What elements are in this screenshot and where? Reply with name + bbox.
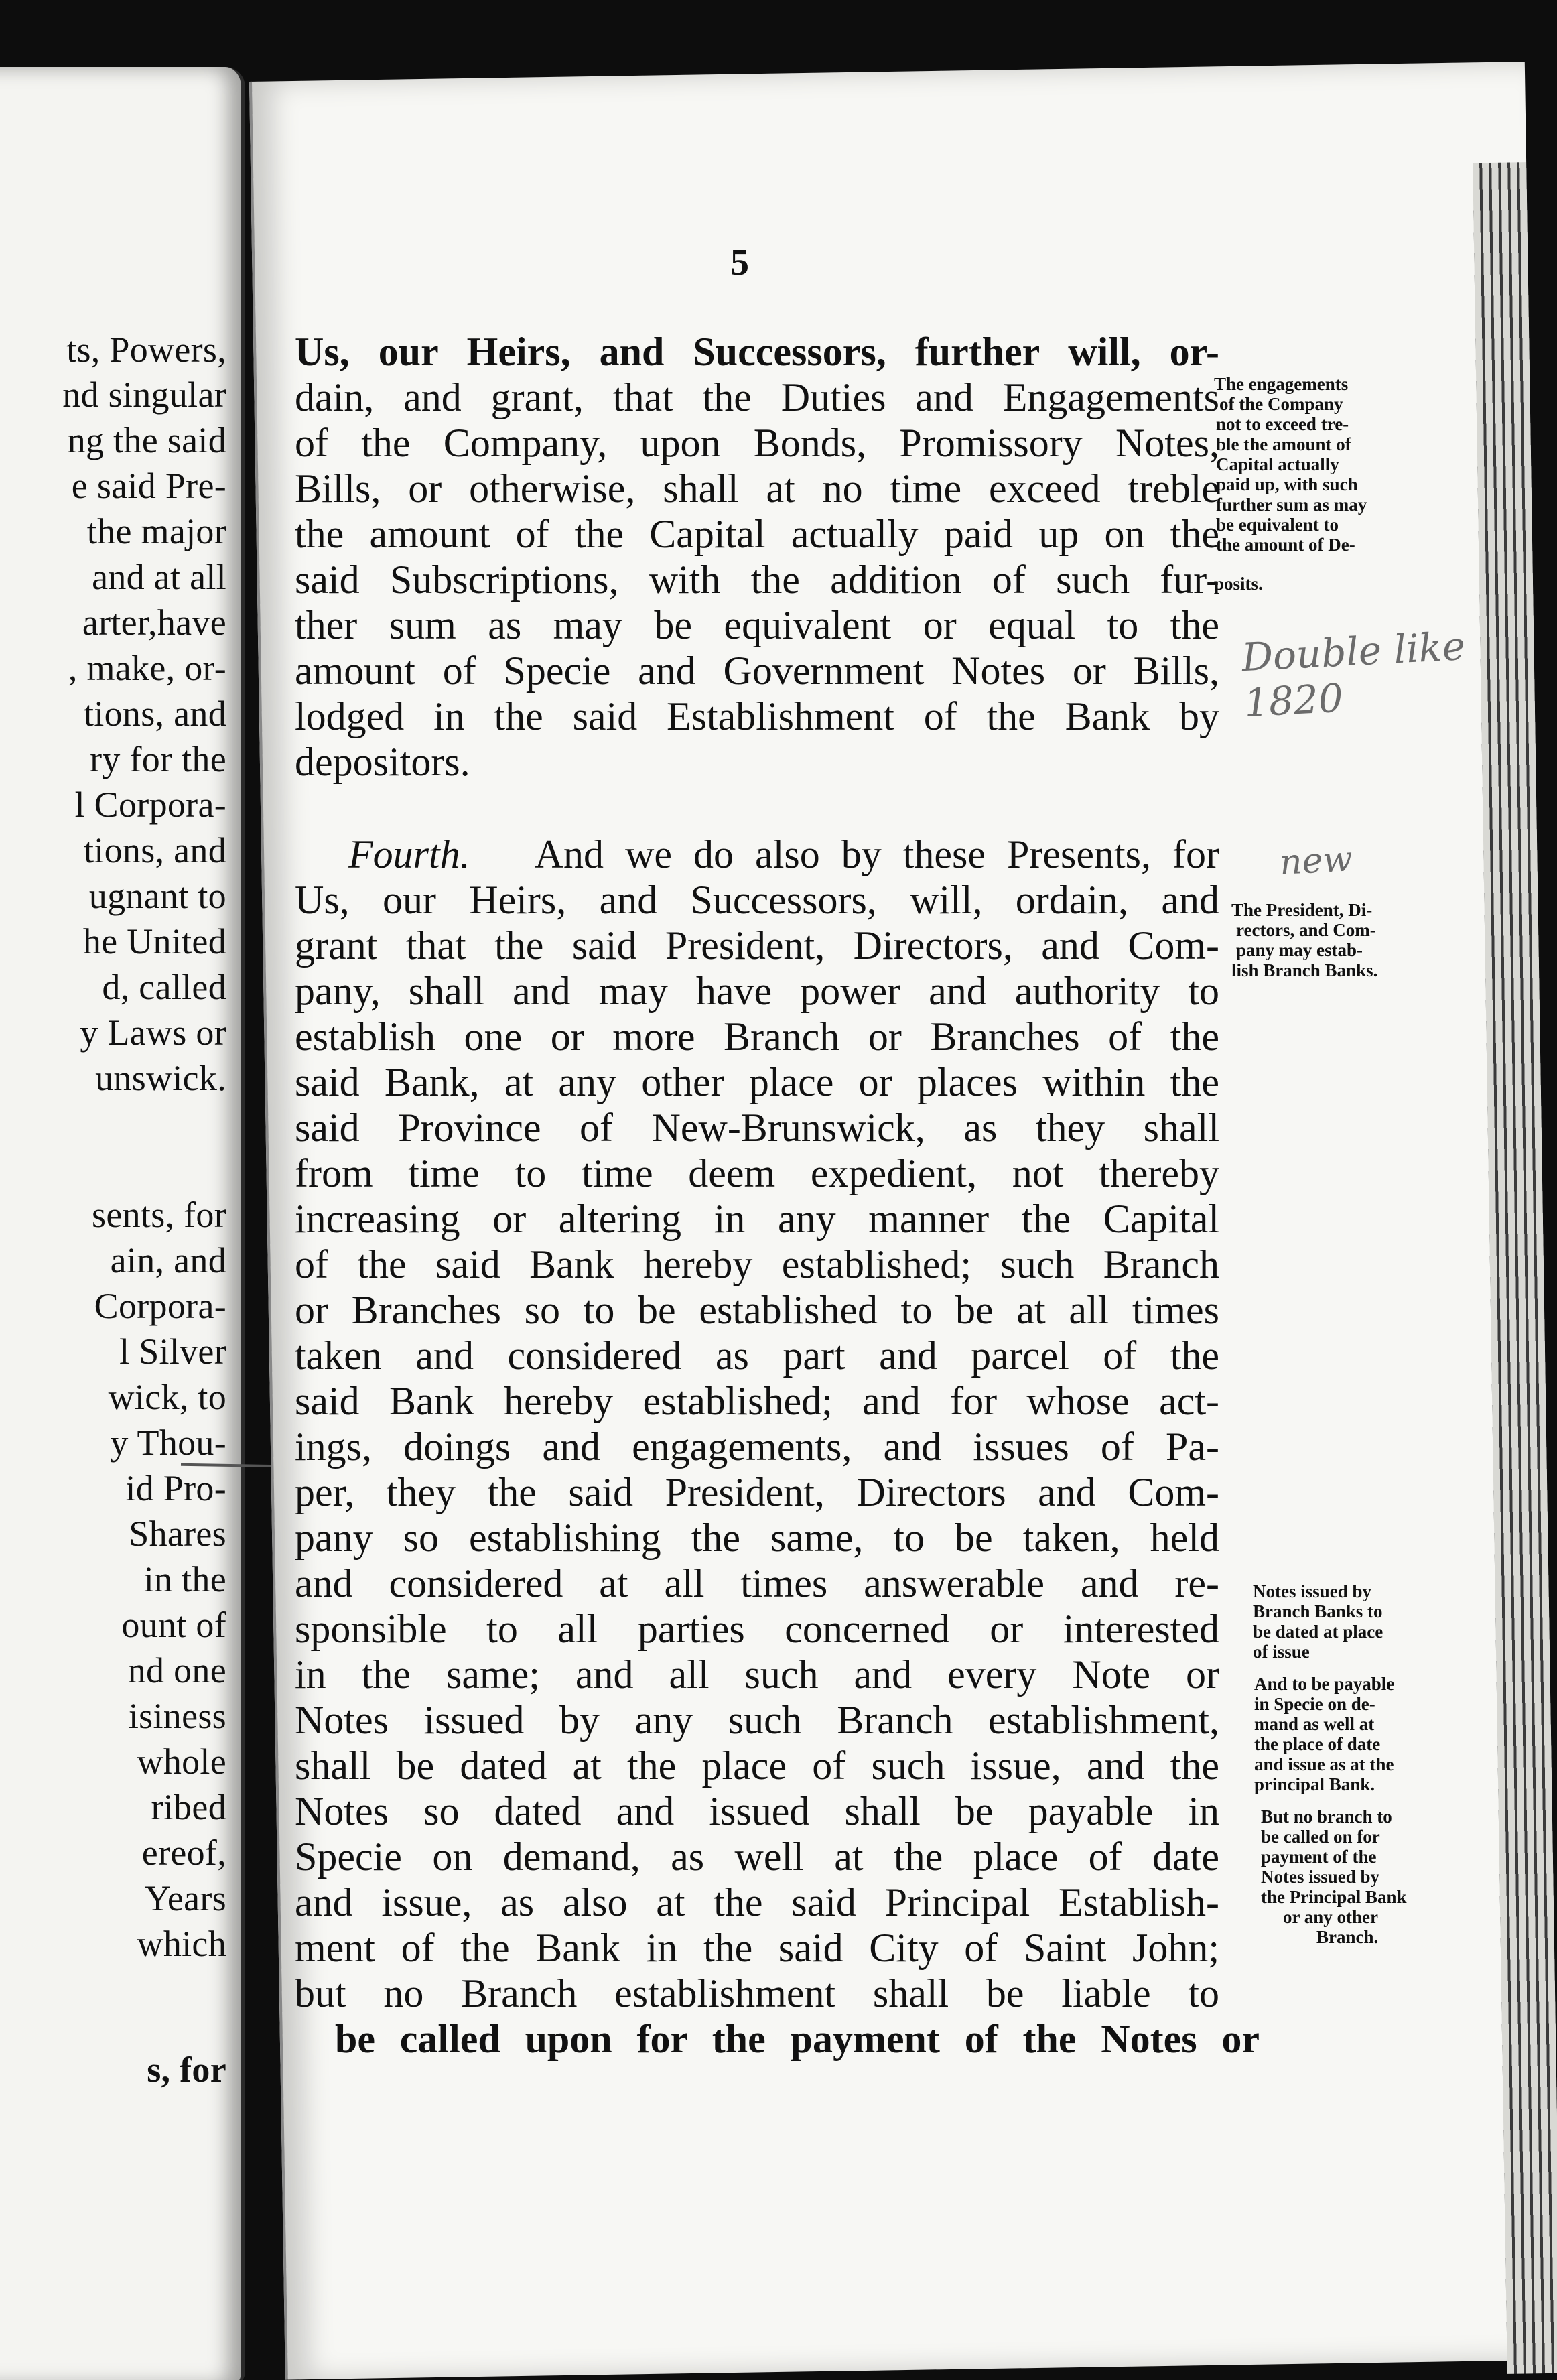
margin-note-line: paid up, with such bbox=[1216, 474, 1358, 494]
left-line: ount of bbox=[121, 1605, 226, 1645]
handwritten-annotation: new bbox=[1278, 839, 1354, 883]
left-line: ain, and bbox=[110, 1240, 226, 1280]
page-number: 5 bbox=[730, 242, 749, 283]
body-line: Bills, or otherwise, shall at no time exceed treble bbox=[295, 466, 1219, 511]
body-line: of the said Bank hereby established; such Branch bbox=[295, 1242, 1219, 1286]
body-line: and issue, as also at the said Principal Establish- bbox=[295, 1880, 1219, 1924]
left-line: whole bbox=[137, 1741, 226, 1782]
margin-note-line: not to exceed tre- bbox=[1216, 414, 1349, 434]
body-line: grant that the said President, Directors, and Com- bbox=[295, 923, 1219, 968]
body-line: and considered at all times answerable and re- bbox=[295, 1561, 1219, 1605]
margin-note-line: And to be payable bbox=[1254, 1674, 1395, 1694]
body-line: increasing or altering in any manner the Capital bbox=[295, 1197, 1219, 1241]
left-line: l Silver bbox=[119, 1331, 226, 1372]
margin-note-line: ble the amount of bbox=[1216, 434, 1351, 454]
section-label-fourth: Fourth. bbox=[348, 832, 470, 876]
left-line: d, called bbox=[102, 967, 226, 1007]
body-line: shall be dated at the place of such issue, and the bbox=[295, 1743, 1219, 1788]
body-line: dain, and grant, that the Duties and Engagements bbox=[295, 375, 1219, 419]
margin-note-line: rectors, and Com- bbox=[1236, 920, 1376, 940]
body-line: Us, our Heirs, and Successors, further will, or- bbox=[295, 330, 1219, 374]
body-line: in the same; and all such and every Note or bbox=[295, 1652, 1219, 1697]
margin-note-line: Branch Banks to bbox=[1253, 1601, 1383, 1622]
body-line: Notes issued by any such Branch establishment, bbox=[295, 1698, 1219, 1742]
body-line: said Subscriptions, with the addition of such fur- bbox=[295, 557, 1219, 602]
body-line-first bbox=[295, 834, 1219, 874]
body-line: lodged in the said Establishment of the Bank by bbox=[295, 694, 1219, 738]
left-line: ts, Powers, bbox=[66, 330, 226, 370]
margin-note-line: be called on for bbox=[1261, 1827, 1380, 1847]
body-line: depositors. bbox=[295, 740, 470, 784]
margin-note-line: and issue as at the bbox=[1254, 1754, 1394, 1774]
margin-note-line: lish Branch Banks. bbox=[1231, 960, 1378, 980]
left-line: tions, and bbox=[84, 830, 226, 870]
margin-note-line: further sum as may bbox=[1216, 494, 1367, 515]
body-line: said Province of New-Brunswick, as they shall bbox=[295, 1106, 1219, 1150]
body-line: of the Company, upon Bonds, Promissory Notes, bbox=[295, 421, 1219, 465]
body-line: the amount of the Capital actually paid up on the bbox=[295, 512, 1219, 556]
left-line: id Pro- bbox=[125, 1468, 226, 1508]
left-line: arter,have bbox=[82, 602, 226, 643]
body-line: said Bank hereby established; and for whose act- bbox=[295, 1379, 1219, 1423]
left-line: ugnant to bbox=[88, 876, 226, 916]
left-line: e said Pre- bbox=[71, 466, 226, 506]
body-line: amount of Specie and Government Notes or Bills, bbox=[295, 649, 1219, 693]
body-line: taken and considered as part and parcel of the bbox=[295, 1333, 1219, 1378]
page-edges bbox=[1473, 162, 1557, 2374]
left-line: , make, or- bbox=[68, 648, 226, 688]
body-line: said Bank, at any other place or places within the bbox=[295, 1060, 1219, 1104]
body-line: establish one or more Branch or Branches of the bbox=[295, 1014, 1219, 1059]
body-text: And we do also by these Presents, for bbox=[534, 832, 1219, 876]
body-line: per, they the said President, Directors and Com- bbox=[295, 1470, 1219, 1514]
left-line: Shares bbox=[129, 1514, 226, 1554]
left-line: in the bbox=[143, 1559, 226, 1599]
left-line: he United bbox=[82, 921, 226, 962]
left-line: unswick. bbox=[95, 1058, 226, 1098]
body-line: pany, shall and may have power and authority to bbox=[295, 969, 1219, 1013]
margin-note-line: mand as well at bbox=[1254, 1714, 1375, 1734]
body-line: Notes so dated and issued shall be payable in bbox=[295, 1789, 1219, 1833]
body-line: pany so establishing the same, to be taken, held bbox=[295, 1516, 1219, 1560]
margin-note-line: or any other bbox=[1283, 1907, 1378, 1927]
body-line: from time to time deem expedient, not thereby bbox=[295, 1151, 1219, 1195]
margin-note-line: be dated at place bbox=[1253, 1622, 1383, 1642]
left-page-fragment bbox=[0, 67, 245, 2380]
margin-note-line: The President, Di- bbox=[1231, 900, 1373, 920]
left-line: nd one bbox=[127, 1650, 226, 1691]
left-line: which bbox=[137, 1924, 226, 1964]
left-line: Corpora- bbox=[94, 1286, 226, 1326]
margin-note-line: pany may estab- bbox=[1236, 940, 1363, 960]
margin-note-line: The engagements bbox=[1214, 374, 1349, 394]
left-line: ng the said bbox=[67, 420, 226, 460]
body-line: ther sum as may be equivalent or equal to the bbox=[295, 603, 1219, 647]
margin-note-line: be equivalent to bbox=[1216, 515, 1339, 535]
left-line: ribed bbox=[151, 1787, 226, 1827]
margin-note-line: the amount of De- bbox=[1216, 535, 1355, 555]
body-line: ment of the Bank in the said City of Saint John; bbox=[295, 1926, 1219, 1970]
left-line: y Laws or bbox=[80, 1012, 226, 1053]
left-line: and at all bbox=[92, 557, 226, 597]
margin-note-line: Branch. bbox=[1316, 1927, 1379, 1947]
left-line: nd singular bbox=[62, 375, 226, 415]
left-line: Years bbox=[144, 1878, 226, 1918]
handwritten-annotation: Double like 1820 bbox=[1240, 622, 1467, 726]
left-line: the major bbox=[86, 511, 226, 551]
left-line: s, for bbox=[147, 2050, 226, 2090]
left-line: tions, and bbox=[84, 693, 226, 734]
margin-note-line: of the Company bbox=[1219, 394, 1343, 414]
left-line: wick, to bbox=[108, 1377, 226, 1417]
body-line: sponsible to all parties concerned or interested bbox=[295, 1607, 1219, 1651]
margin-note-line: Capital actually bbox=[1216, 454, 1339, 474]
margin-note-line: payment of the bbox=[1261, 1847, 1377, 1867]
margin-note-line: of issue bbox=[1253, 1642, 1310, 1662]
left-line: sents, for bbox=[92, 1195, 226, 1235]
left-line: l Corpora- bbox=[74, 785, 226, 825]
body-line: but no Branch establishment shall be liable to bbox=[295, 1971, 1219, 2015]
margin-note-line: But no branch to bbox=[1261, 1806, 1392, 1827]
body-line: Specie on demand, as well at the place of date bbox=[295, 1835, 1219, 1879]
body-line: or Branches so to be established to be at all times bbox=[295, 1288, 1219, 1332]
margin-note-line: Notes issued by bbox=[1261, 1867, 1380, 1887]
body-line: ings, doings and engagements, and issues of Pa- bbox=[295, 1425, 1219, 1469]
margin-note-line: the place of date bbox=[1254, 1734, 1381, 1754]
left-line: ry for the bbox=[90, 739, 226, 779]
margin-note-line: posits. bbox=[1214, 574, 1263, 594]
margin-note-line: the Principal Bank bbox=[1261, 1887, 1407, 1907]
margin-note-line: in Specie on de- bbox=[1254, 1694, 1375, 1714]
body-line: Us, our Heirs, and Successors, will, ordain, and bbox=[295, 878, 1219, 922]
left-line: y Thou- bbox=[110, 1423, 226, 1463]
left-line: isiness bbox=[128, 1696, 226, 1736]
left-line: ereof, bbox=[141, 1833, 226, 1873]
body-line: be called upon for the payment of the Notes or bbox=[335, 2017, 1260, 2061]
margin-note-line: Notes issued by bbox=[1253, 1581, 1372, 1601]
margin-note-line: principal Bank. bbox=[1254, 1774, 1375, 1794]
